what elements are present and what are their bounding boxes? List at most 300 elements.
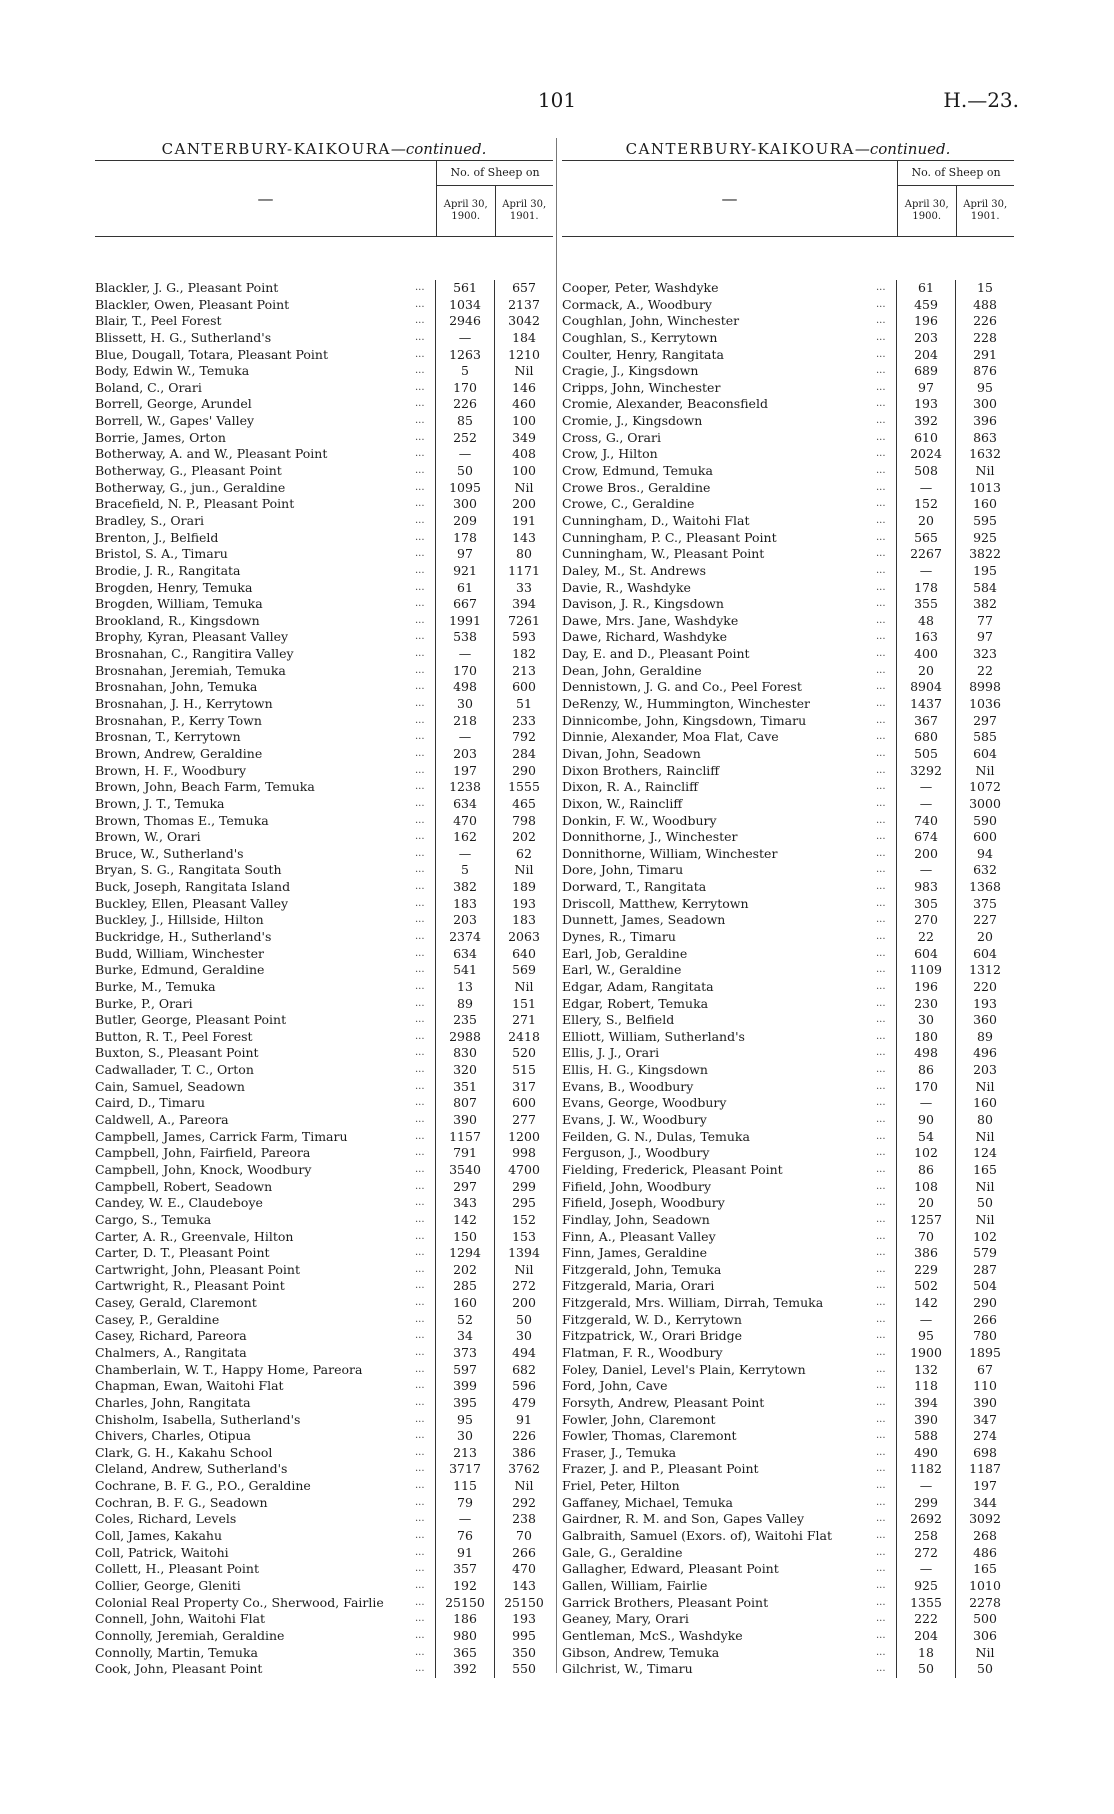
table-row xyxy=(562,1561,1014,1578)
owner-name: Candey, W. E., Claudeboye xyxy=(95,1195,263,1211)
owner-name: Dawe, Richard, Washdyke xyxy=(562,629,728,645)
table-row xyxy=(562,363,1014,380)
leader-dots: ... xyxy=(876,465,886,477)
owner-name: Bryan, S. G., Rangitata South xyxy=(95,862,282,878)
table-row xyxy=(95,1345,553,1362)
table-row xyxy=(95,1661,553,1678)
year-1901-date: April 30, xyxy=(963,199,1008,210)
sheep-1900: 1294 xyxy=(435,1245,494,1262)
leader-dots: ... xyxy=(876,914,886,926)
owner-name: Ferguson, J., Woodbury xyxy=(562,1145,710,1161)
sheep-1901: 382 xyxy=(955,596,1014,613)
table-row xyxy=(95,463,553,480)
table-row xyxy=(562,1528,1014,1545)
table-row xyxy=(562,862,1014,879)
sheep-1900: 373 xyxy=(435,1345,494,1362)
owner-name: Clark, G. H., Kakahu School xyxy=(95,1444,273,1460)
table-row xyxy=(562,613,1014,630)
table-row xyxy=(562,1511,1014,1528)
leader-dots: ... xyxy=(415,1263,425,1275)
sheep-1901: 600 xyxy=(494,1095,553,1112)
table-row xyxy=(562,879,1014,896)
sheep-1901: 1171 xyxy=(494,563,553,580)
sheep-1900: 25150 xyxy=(435,1595,494,1612)
sheep-1901: 1210 xyxy=(494,347,553,364)
sheep-1901: 3000 xyxy=(955,796,1014,813)
sheep-1901: 344 xyxy=(955,1495,1014,1512)
table-row xyxy=(562,713,1014,730)
sheep-1901: 97 xyxy=(955,629,1014,646)
sheep-1900: 588 xyxy=(896,1428,955,1445)
sheep-1901: 595 xyxy=(955,513,1014,530)
leader-dots: ... xyxy=(415,481,425,493)
sheep-1901: 798 xyxy=(494,813,553,830)
sheep-1901: 394 xyxy=(494,596,553,613)
sheep-1901: 596 xyxy=(494,1378,553,1395)
leader-dots: ... xyxy=(876,847,886,859)
sheep-1901: 153 xyxy=(494,1229,553,1246)
owner-name: Botherway, A. and W., Pleasant Point xyxy=(95,446,328,462)
leader-dots: ... xyxy=(415,1130,425,1142)
table-row xyxy=(562,1395,1014,1412)
owner-name: Coll, Patrick, Waitohi xyxy=(95,1544,229,1560)
sheep-1900: 1991 xyxy=(435,613,494,630)
sheep-1901: 408 xyxy=(494,446,553,463)
sheep-1901: 496 xyxy=(955,1045,1014,1062)
sheep-1901: 306 xyxy=(955,1628,1014,1645)
sheep-1900: 392 xyxy=(435,1661,494,1678)
leader-dots: ... xyxy=(876,1180,886,1192)
owner-name: Brenton, J., Belfield xyxy=(95,529,219,545)
sheep-1901: 585 xyxy=(955,729,1014,746)
sheep-1900: 118 xyxy=(896,1378,955,1395)
table-body xyxy=(562,280,1014,1678)
sheep-1901: 50 xyxy=(955,1195,1014,1212)
column-heading-continued: —continued. xyxy=(390,140,487,158)
sheep-1901: 191 xyxy=(494,513,553,530)
leader-dots: ... xyxy=(876,1363,886,1375)
leader-dots: ... xyxy=(876,964,886,976)
table-header xyxy=(562,160,1014,237)
leader-dots: ... xyxy=(876,864,886,876)
sheep-1901: 297 xyxy=(955,713,1014,730)
owner-name: Blue, Dougall, Totara, Pleasant Point xyxy=(95,346,328,362)
year-1901-date: April 30, xyxy=(502,199,547,210)
owner-name: Cartwright, R., Pleasant Point xyxy=(95,1278,285,1294)
sheep-1901: 50 xyxy=(955,1661,1014,1678)
sheep-1900: 18 xyxy=(896,1645,955,1662)
sheep-1901: 193 xyxy=(955,996,1014,1013)
owner-name: Blair, T., Peel Forest xyxy=(95,313,222,329)
year-1900-year: 1900. xyxy=(912,211,942,222)
table-row xyxy=(562,1095,1014,1112)
table-row xyxy=(562,1661,1014,1678)
sheep-1900: 689 xyxy=(896,363,955,380)
sheep-1901: Nil xyxy=(494,979,553,996)
owner-name: Charles, John, Rangitata xyxy=(95,1394,251,1410)
sheep-1901: 1200 xyxy=(494,1129,553,1146)
sheep-1901: 600 xyxy=(955,829,1014,846)
table-row xyxy=(95,1395,553,1412)
sheep-1900: 95 xyxy=(896,1328,955,1345)
table-row xyxy=(562,1495,1014,1512)
table-row xyxy=(95,430,553,447)
owner-name: Brosnahan, Jeremiah, Temuka xyxy=(95,662,286,678)
owner-name: Findlay, John, Seadown xyxy=(562,1211,710,1227)
sheep-1901: 203 xyxy=(955,1062,1014,1079)
sheep-1901: Nil xyxy=(955,1645,1014,1662)
table-row xyxy=(562,1195,1014,1212)
sheep-1901: Nil xyxy=(955,1129,1014,1146)
table-row xyxy=(562,513,1014,530)
sheep-1901: 91 xyxy=(494,1412,553,1429)
table-row xyxy=(562,580,1014,597)
leader-dots: ... xyxy=(876,1546,886,1558)
leader-dots: ... xyxy=(415,1663,425,1675)
sheep-1901: 51 xyxy=(494,696,553,713)
table-row xyxy=(562,696,1014,713)
table-row xyxy=(95,530,553,547)
sheep-1901: 70 xyxy=(494,1528,553,1545)
owner-name: Buckley, Ellen, Pleasant Valley xyxy=(95,895,289,911)
leader-dots: ... xyxy=(415,814,425,826)
table-row xyxy=(562,1012,1014,1029)
sheep-1901: 62 xyxy=(494,846,553,863)
leader-dots: ... xyxy=(876,797,886,809)
sheep-1901: 2137 xyxy=(494,297,553,314)
leader-dots: ... xyxy=(876,1579,886,1591)
leader-dots: ... xyxy=(876,980,886,992)
leader-dots: ... xyxy=(415,631,425,643)
leader-dots: ... xyxy=(876,1380,886,1392)
leader-dots: ... xyxy=(415,1313,425,1325)
leader-dots: ... xyxy=(415,980,425,992)
sheep-1900: 1355 xyxy=(896,1595,955,1612)
owner-name: Collett, H., Pleasant Point xyxy=(95,1561,259,1577)
sheep-1900: 791 xyxy=(435,1145,494,1162)
table-row xyxy=(562,496,1014,513)
owner-name: Cain, Samuel, Seadown xyxy=(95,1078,245,1094)
sheep-1901: 77 xyxy=(955,613,1014,630)
owner-name: Crowe, C., Geraldine xyxy=(562,496,695,512)
sheep-1901: 494 xyxy=(494,1345,553,1362)
owner-name: Fitzgerald, W. D., Kerrytown xyxy=(562,1311,742,1327)
leader-dots: ... xyxy=(415,1330,425,1342)
sheep-1900: 170 xyxy=(435,380,494,397)
name-column-header: — xyxy=(257,189,274,208)
table-row xyxy=(562,430,1014,447)
leader-dots: ... xyxy=(876,531,886,543)
leader-dots: ... xyxy=(876,764,886,776)
table-row xyxy=(562,912,1014,929)
sheep-1901: 1632 xyxy=(955,446,1014,463)
sheep-1901: 1368 xyxy=(955,879,1014,896)
leader-dots: ... xyxy=(876,398,886,410)
sheep-1900: 1263 xyxy=(435,347,494,364)
sheep-1901: 3762 xyxy=(494,1461,553,1478)
owner-name: Chivers, Charles, Otipua xyxy=(95,1428,251,1444)
owner-name: Driscoll, Matthew, Kerrytown xyxy=(562,895,749,911)
table-row xyxy=(562,1628,1014,1645)
leader-dots: ... xyxy=(415,498,425,510)
sheep-1901: 292 xyxy=(494,1495,553,1512)
owner-name: Colonial Real Property Co., Sherwood, Fairlie xyxy=(95,1594,384,1610)
leader-dots: ... xyxy=(415,1097,425,1109)
leader-dots: ... xyxy=(876,997,886,1009)
sheep-1900: 209 xyxy=(435,513,494,530)
leader-dots: ... xyxy=(876,331,886,343)
leader-dots: ... xyxy=(876,481,886,493)
sheep-1901: 30 xyxy=(494,1328,553,1345)
sheep-1901: 863 xyxy=(955,430,1014,447)
table-row xyxy=(95,979,553,996)
sheep-1900: 2374 xyxy=(435,929,494,946)
owner-name: Ford, John, Cave xyxy=(562,1378,668,1394)
sheep-1901: Nil xyxy=(494,363,553,380)
table-row xyxy=(95,1129,553,1146)
owner-name: Foley, Daniel, Level's Plain, Kerrytown xyxy=(562,1361,806,1377)
sheep-1901: Nil xyxy=(955,1179,1014,1196)
owner-name: Friel, Peter, Hilton xyxy=(562,1478,680,1494)
sheep-1901: 792 xyxy=(494,729,553,746)
sheep-1900: 229 xyxy=(896,1262,955,1279)
page-number: 101 xyxy=(537,88,577,112)
sheep-1900: 218 xyxy=(435,713,494,730)
leader-dots: ... xyxy=(415,997,425,1009)
owner-name: Gaffaney, Michael, Temuka xyxy=(562,1494,733,1510)
leader-dots: ... xyxy=(415,381,425,393)
sheep-1900: 222 xyxy=(896,1611,955,1628)
sheep-1900: 203 xyxy=(435,746,494,763)
sheep-1901: 569 xyxy=(494,962,553,979)
leader-dots: ... xyxy=(876,1147,886,1159)
owner-name: Cunningham, W., Pleasant Point xyxy=(562,546,765,562)
owner-name: Dinnie, Alexander, Moa Flat, Cave xyxy=(562,729,779,745)
leader-dots: ... xyxy=(415,864,425,876)
sheep-1901: 584 xyxy=(955,580,1014,597)
owner-name: Budd, William, Winchester xyxy=(95,945,264,961)
owner-name: Dawe, Mrs. Jane, Washdyke xyxy=(562,612,739,628)
sheep-1900: 20 xyxy=(896,513,955,530)
leader-dots: ... xyxy=(415,1463,425,1475)
table-row xyxy=(95,1229,553,1246)
sheep-1900: 3540 xyxy=(435,1162,494,1179)
sheep-1901: 486 xyxy=(955,1545,1014,1562)
leader-dots: ... xyxy=(415,514,425,526)
leader-dots: ... xyxy=(876,1613,886,1625)
leader-dots: ... xyxy=(415,1596,425,1608)
leader-dots: ... xyxy=(415,897,425,909)
left-column xyxy=(95,138,553,1678)
leader-dots: ... xyxy=(876,881,886,893)
sheep-1900: 270 xyxy=(896,912,955,929)
sheep-1900: 541 xyxy=(435,962,494,979)
owner-name: Edgar, Robert, Temuka xyxy=(562,995,709,1011)
table-row xyxy=(95,663,553,680)
table-row xyxy=(562,347,1014,364)
sheep-1900: 498 xyxy=(435,679,494,696)
sheep-1901: 94 xyxy=(955,846,1014,863)
sheep-1901: 682 xyxy=(494,1362,553,1379)
owner-name: Galbraith, Samuel (Exors. of), Waitohi Flat xyxy=(562,1528,832,1544)
sheep-1900: 508 xyxy=(896,463,955,480)
sheep-1900: 386 xyxy=(896,1245,955,1262)
sheep-1901: 274 xyxy=(955,1428,1014,1445)
leader-dots: ... xyxy=(415,648,425,660)
table-row xyxy=(95,1029,553,1046)
year-headers xyxy=(437,186,553,236)
sheep-1900: 390 xyxy=(896,1412,955,1429)
leader-dots: ... xyxy=(415,315,425,327)
sheep-1901: 110 xyxy=(955,1378,1014,1395)
leader-dots: ... xyxy=(415,831,425,843)
table-row xyxy=(562,380,1014,397)
column-heading-title: CANTERBURY-KAIKOURA xyxy=(161,140,391,158)
owner-name: Cook, John, Pleasant Point xyxy=(95,1661,263,1677)
leader-dots: ... xyxy=(876,930,886,942)
leader-dots: ... xyxy=(415,581,425,593)
sheep-1900: 162 xyxy=(435,829,494,846)
leader-dots: ... xyxy=(415,1480,425,1492)
sheep-1900: 20 xyxy=(896,1195,955,1212)
table-row xyxy=(95,713,553,730)
leader-dots: ... xyxy=(876,381,886,393)
leader-dots: ... xyxy=(415,1396,425,1408)
table-row xyxy=(95,879,553,896)
owner-name: Flatman, F. R., Woodbury xyxy=(562,1345,723,1360)
sheep-1900: 285 xyxy=(435,1278,494,1295)
table-row xyxy=(95,1595,553,1612)
leader-dots: ... xyxy=(415,731,425,743)
sheep-1900: 170 xyxy=(896,1079,955,1096)
owner-name: Collier, George, Gleniti xyxy=(95,1577,241,1593)
table-row xyxy=(562,1295,1014,1312)
table-row xyxy=(95,696,553,713)
leader-dots: ... xyxy=(876,1596,886,1608)
sheep-1901: 100 xyxy=(494,463,553,480)
table-row xyxy=(95,1312,553,1329)
owner-name: Campbell, James, Carrick Farm, Timaru xyxy=(95,1128,348,1144)
sheep-1900: 89 xyxy=(435,996,494,1013)
leader-dots: ... xyxy=(876,1413,886,1425)
leader-dots: ... xyxy=(876,1030,886,1042)
column-heading xyxy=(95,138,553,160)
owner-name: Fraser, J., Temuka xyxy=(562,1444,677,1460)
sheep-1900: 183 xyxy=(435,896,494,913)
owner-name: Brown, W., Orari xyxy=(95,829,201,845)
table-row xyxy=(95,446,553,463)
sheep-1900: 235 xyxy=(435,1012,494,1029)
sheep-1900: 95 xyxy=(435,1412,494,1429)
table-row xyxy=(95,996,553,1013)
column-heading-continued: —continued. xyxy=(854,140,951,158)
table-row xyxy=(562,1478,1014,1495)
sheep-1901: 67 xyxy=(955,1362,1014,1379)
sheep-1900: 178 xyxy=(435,530,494,547)
table-row xyxy=(562,1461,1014,1478)
leader-dots: ... xyxy=(415,331,425,343)
leader-dots: ... xyxy=(415,1413,425,1425)
owner-name: Cargo, S., Temuka xyxy=(95,1211,212,1227)
sheep-1901: 579 xyxy=(955,1245,1014,1262)
sheep-1901: 698 xyxy=(955,1445,1014,1462)
sheep-1901: 228 xyxy=(955,330,1014,347)
sheep-1901: 80 xyxy=(494,546,553,563)
table-row xyxy=(95,729,553,746)
sheep-1900: 925 xyxy=(896,1578,955,1595)
sheep-1901: 290 xyxy=(955,1295,1014,1312)
sheep-1900: 163 xyxy=(896,629,955,646)
table-row xyxy=(562,1229,1014,1246)
owner-name: Buxton, S., Pleasant Point xyxy=(95,1045,259,1061)
leader-dots: ... xyxy=(415,847,425,859)
table-row xyxy=(95,496,553,513)
leader-dots: ... xyxy=(415,431,425,443)
sheep-1900: 272 xyxy=(896,1545,955,1562)
leader-dots: ... xyxy=(876,1130,886,1142)
sheep-1900: 186 xyxy=(435,1611,494,1628)
leader-dots: ... xyxy=(876,1563,886,1575)
owner-name: Brown, Andrew, Geraldine xyxy=(95,745,263,761)
leader-dots: ... xyxy=(415,614,425,626)
sheep-1901: 195 xyxy=(955,563,1014,580)
leader-dots: ... xyxy=(415,664,425,676)
table-row xyxy=(562,663,1014,680)
leader-dots: ... xyxy=(415,747,425,759)
owner-name: Chalmers, A., Rangitata xyxy=(95,1345,247,1360)
sheep-1901: 193 xyxy=(494,896,553,913)
leader-dots: ... xyxy=(876,1047,886,1059)
owner-name: Coughlan, John, Winchester xyxy=(562,313,740,329)
sheep-1900: 395 xyxy=(435,1395,494,1412)
table-row xyxy=(562,996,1014,1013)
sheep-1900: 202 xyxy=(435,1262,494,1279)
sheep-1900: 459 xyxy=(896,297,955,314)
sheep-1900: 8904 xyxy=(896,679,955,696)
owner-name: Brown, J. T., Temuka xyxy=(95,795,225,811)
sheep-1901: 272 xyxy=(494,1278,553,1295)
leader-dots: ... xyxy=(876,897,886,909)
leader-dots: ... xyxy=(876,1064,886,1076)
leader-dots: ... xyxy=(415,1180,425,1192)
table-row xyxy=(95,746,553,763)
leader-dots: ... xyxy=(415,1213,425,1225)
sheep-1901: 780 xyxy=(955,1328,1014,1345)
owner-name: Carter, D. T., Pleasant Point xyxy=(95,1245,270,1261)
sheep-1901: 25150 xyxy=(494,1595,553,1612)
sheep-1901: 2063 xyxy=(494,929,553,946)
leader-dots: ... xyxy=(415,1114,425,1126)
table-row xyxy=(95,796,553,813)
sheep-1900: 807 xyxy=(435,1095,494,1112)
owner-name: Edgar, Adam, Rangitata xyxy=(562,978,714,994)
leader-dots: ... xyxy=(876,1530,886,1542)
sheep-1900: — xyxy=(435,729,494,746)
table-row xyxy=(95,1295,553,1312)
sheep-1900: 538 xyxy=(435,629,494,646)
owner-name: Casey, Richard, Pareora xyxy=(95,1328,247,1344)
owner-name: Dinnicombe, John, Kingsdown, Timaru xyxy=(562,712,807,728)
leader-dots: ... xyxy=(876,1230,886,1242)
leader-dots: ... xyxy=(876,348,886,360)
sheep-1900: 170 xyxy=(435,663,494,680)
owner-name: Feilden, G. N., Dulas, Temuka xyxy=(562,1128,750,1144)
table-row xyxy=(562,1362,1014,1379)
sheep-1901: 360 xyxy=(955,1012,1014,1029)
sheep-1901: Nil xyxy=(955,1212,1014,1229)
owner-name: Divan, John, Seadown xyxy=(562,745,701,761)
table-row xyxy=(562,330,1014,347)
